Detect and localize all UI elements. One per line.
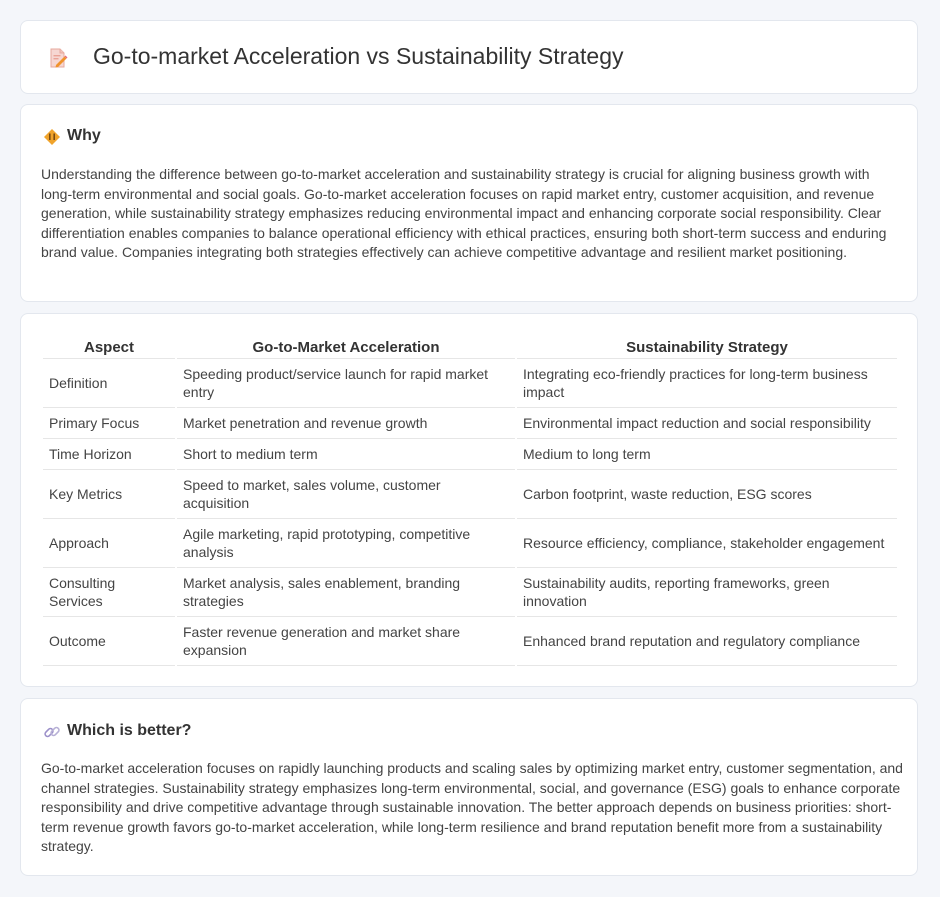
table-row (43, 617, 897, 666)
row-go-to-market: Market analysis, sales enablement, branding strategies (177, 568, 515, 617)
row-aspect: Time Horizon (43, 439, 175, 470)
column-header-sustainability: Sustainability Strategy (517, 336, 897, 359)
table-row (43, 408, 897, 439)
why-section (20, 104, 918, 302)
why-heading: Why (67, 127, 101, 144)
row-go-to-market: Short to medium term (177, 439, 515, 470)
document-edit-icon (47, 47, 69, 69)
row-go-to-market: Market penetration and revenue growth (177, 408, 515, 439)
row-aspect: Outcome (43, 617, 175, 666)
which-is-better-text: Go-to-market acceleration focuses on rapidly launching products and scaling sales by optimizing market entry, customer segmentation, and channel strategies. Sustainability strategy emphasizes long-term environmental, social, and governance (ESG) goals to enhance corporate responsibility and drive competitive advantage through sustainable innovation. The better approach depends on business priorities: short-term revenue growth favors go-to-market acceleration, while long-term resilience and brand reputation benefit more from a sustainability strategy. (41, 760, 903, 855)
table-row (43, 439, 897, 470)
row-aspect: Primary Focus (43, 408, 175, 439)
row-sustainability: Integrating eco-friendly practices for long-term business impact (517, 359, 897, 408)
row-sustainability: Medium to long term (517, 439, 897, 470)
table-header-row (43, 336, 897, 359)
why-text: Understanding the difference between go-to-market acceleration and sustainability strategy is crucial for aligning business growth with long-term environmental and social goals. Go-to-market acceleration focuses on rapid market entry, customer acquisition, and revenue generation, while sustainability strategy emphasizes reducing environmental impact and enhancing corporate social responsibility. Clear differentiation enables companies to balance operational efficiency with ethical practices, ensuring both short-term success and enduring brand value. Companies integrating both strategies effectively can achieve competitive advantage and resilient market positioning. (41, 166, 887, 261)
row-aspect: Approach (43, 519, 175, 568)
row-go-to-market: Speeding product/service launch for rapid market entry (177, 359, 515, 408)
row-aspect: Key Metrics (43, 470, 175, 519)
row-aspect: Consulting Services (43, 568, 175, 617)
table-row (43, 470, 897, 519)
row-sustainability: Sustainability audits, reporting frameworks, green innovation (517, 568, 897, 617)
comparison-section (20, 313, 918, 687)
table-row (43, 568, 897, 617)
column-header-go-to-market: Go-to-Market Acceleration (177, 336, 515, 359)
column-header-aspect: Aspect (43, 336, 175, 359)
row-sustainability: Environmental impact reduction and social responsibility (517, 408, 897, 439)
which-is-better-heading: Which is better? (67, 722, 192, 739)
row-aspect: Definition (43, 359, 175, 408)
diamond-warning-icon (43, 128, 61, 146)
row-sustainability: Enhanced brand reputation and regulatory compliance (517, 617, 897, 666)
page-title: Go-to-market Acceleration vs Sustainability Strategy (93, 43, 624, 69)
table-row (43, 359, 897, 408)
title-card (20, 20, 918, 94)
row-go-to-market: Faster revenue generation and market share expansion (177, 617, 515, 666)
row-go-to-market: Speed to market, sales volume, customer acquisition (177, 470, 515, 519)
comparison-table (41, 336, 899, 666)
row-go-to-market: Agile marketing, rapid prototyping, competitive analysis (177, 519, 515, 568)
row-sustainability: Carbon footprint, waste reduction, ESG scores (517, 470, 897, 519)
row-sustainability: Resource efficiency, compliance, stakeholder engagement (517, 519, 897, 568)
table-row (43, 519, 897, 568)
link-icon (43, 723, 61, 741)
which-is-better-section (20, 698, 918, 876)
